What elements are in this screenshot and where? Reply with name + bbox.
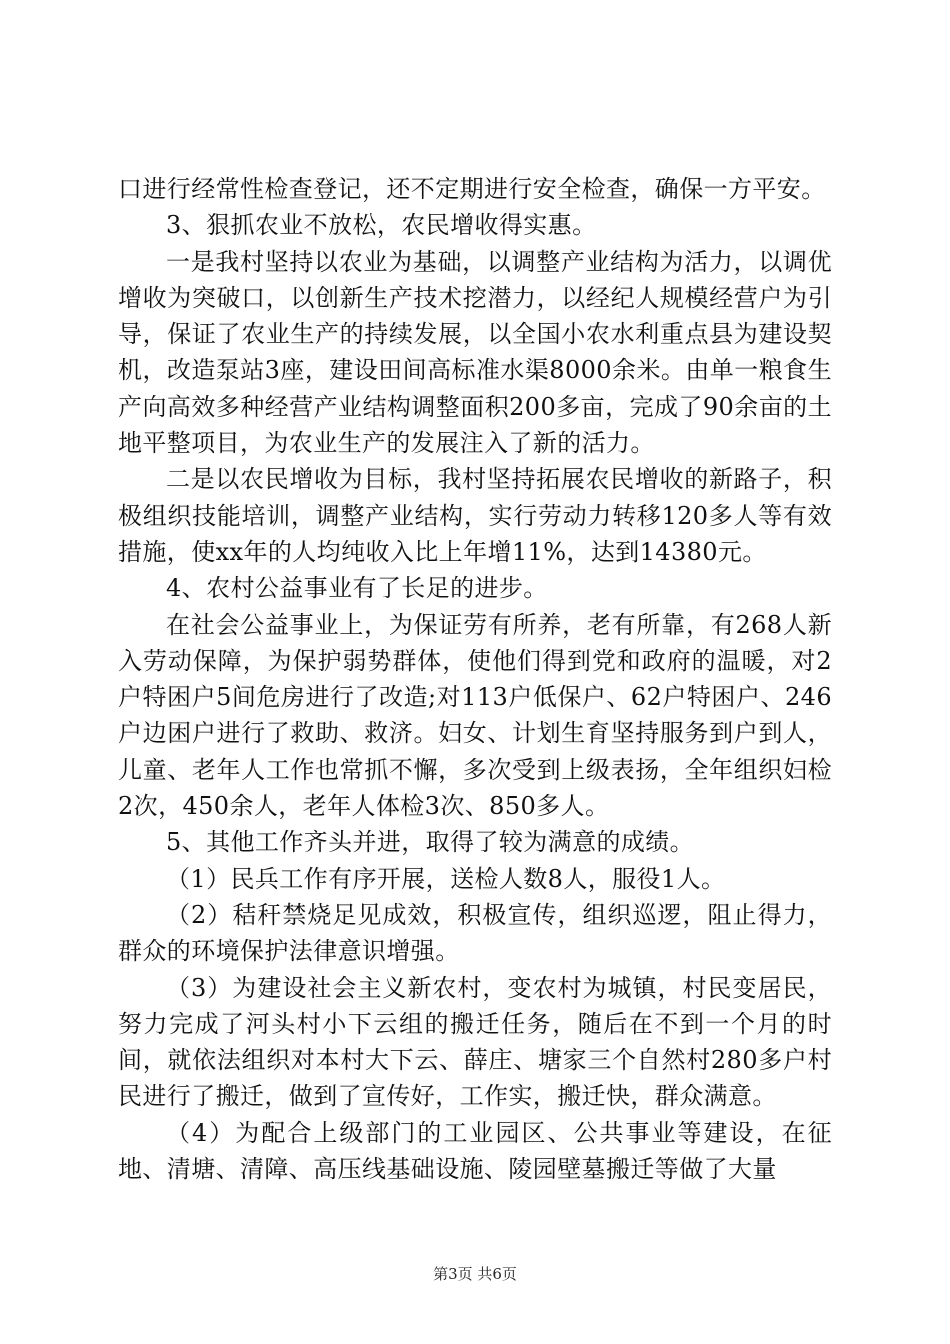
list-item-militia: （1）民兵工作有序开展，送检人数8人，服役1人。 — [166, 864, 726, 893]
page-number-footer: 第3页 共6页 — [433, 1265, 517, 1283]
paragraph-public-welfare: 在社会公益事业上，为保证劳有所养，老有所靠，有268人新入劳动保障，为保护弱势群体，使他们得到党和政府的温暖，对2户特困户5间危房进行了改造;对113户低保户、62户特困户、246户边困户进行了救助、救济。妇女、计划生育坚持服务到户到人，儿童、老年人工作也常抓不懈，多次受到上级表扬，全年组织妇检2次，450余人，老年人体检3次、850多人。 — [118, 610, 832, 821]
section-heading-3: 3、狠抓农业不放松，农民增收得实惠。 — [166, 211, 597, 240]
list-item-relocation: （3）为建设社会主义新农村，变农村为城镇，村民变居民，努力完成了河头村小下云组的搬迁任务，随后在不到一个月的时间，就依法组织对本村大下云、薛庄、塘家三个自然村280多户村民进行了搬迁，做到了宣传好，工作实，搬迁快，群众满意。 — [118, 973, 832, 1111]
section-heading-5: 5、其他工作齐头并进，取得了较为满意的成绩。 — [166, 828, 695, 857]
document-body — [118, 171, 832, 1187]
section-heading-4: 4、农村公益事业有了长足的进步。 — [166, 574, 548, 603]
list-item-straw-burning: （2）秸秆禁烧足见成效，积极宣传，组织巡逻，阻止得力，群众的环境保护法律意识增强。 — [118, 900, 832, 966]
paragraph-agriculture-2: 二是以农民增收为目标，我村坚持拓展农民增收的新路子，积极组织技能培训，调整产业结构，实行劳动力转移120多人等有效措施，使xx年的人均纯收入比上年增11%，达到14380元。 — [118, 465, 832, 566]
paragraph-agriculture-1: 一是我村坚持以农业为基础，以调整产业结构为活力，以调优增收为突破口，以创新生产技术挖潜力，以经纪人规模经营户为引导，保证了农业生产的持续发展，以全国小农水利重点县为建设契机，改造泵站3座，建设田间高标准水渠8000余米。由单一粮食生产向高效多种经营产业结构调整面积200多亩，完成了90余亩的土地平整项目，为农业生产的发展注入了新的活力。 — [118, 247, 832, 458]
paragraph-continuation: 口进行经常性检查登记，还不定期进行安全检查，确保一方平安。 — [118, 175, 826, 203]
list-item-industrial-park: （4）为配合上级部门的工业园区、公共事业等建设，在征地、清塘、清障、高压线基础设施、陵园壁墓搬迁等做了大量 — [118, 1118, 832, 1184]
